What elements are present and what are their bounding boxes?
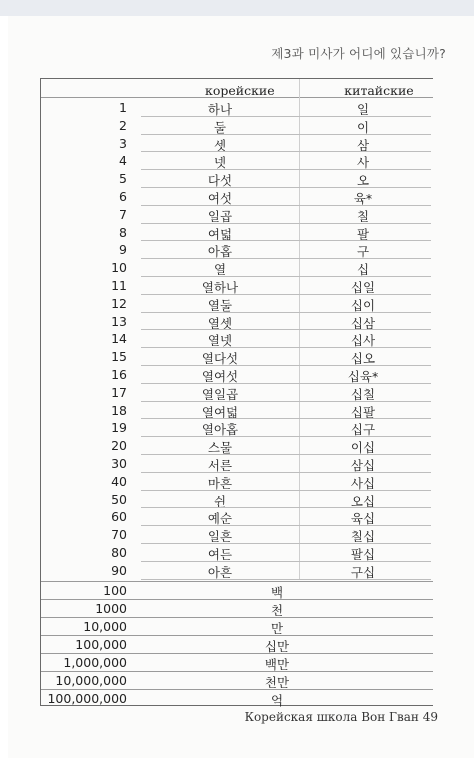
large-numeral: 천	[270, 602, 284, 618]
table-row	[41, 241, 433, 259]
row-number: 15	[111, 349, 127, 365]
table-row	[41, 491, 433, 509]
row-number: 4	[119, 153, 127, 169]
row-number: 3	[119, 135, 127, 151]
page-footer: Корейская школа Вон Гван 49	[244, 710, 438, 724]
table-row	[41, 419, 433, 437]
row-number: 9	[119, 242, 127, 258]
large-numeral: 천만	[264, 674, 290, 690]
large-numeral: 백	[270, 584, 284, 600]
table-row	[41, 188, 433, 206]
table-row	[41, 206, 433, 224]
sino-korean-numeral: 십삼	[350, 315, 376, 331]
row-number: 100	[103, 582, 127, 598]
row-number: 6	[119, 189, 127, 204]
row-number: 1000	[95, 600, 127, 616]
korean-numeral: 열넷	[207, 333, 233, 349]
row-number: 10	[111, 260, 127, 276]
row-number: 10,000	[83, 618, 127, 634]
sino-korean-numeral: 삼십	[350, 458, 376, 473]
row-number: 80	[111, 545, 127, 560]
korean-numeral: 서른	[207, 458, 233, 473]
number-table	[40, 78, 433, 706]
table-row	[41, 544, 433, 562]
sino-korean-numeral: 십	[356, 262, 370, 278]
row-number: 17	[111, 384, 127, 400]
row-number: 2	[119, 117, 127, 133]
table-row	[41, 117, 433, 135]
row-separator	[41, 599, 433, 600]
sino-korean-numeral: 오	[356, 173, 370, 189]
sino-korean-numeral: 사	[356, 155, 370, 171]
korean-numeral: 열셋	[207, 315, 233, 331]
large-numeral: 억	[270, 692, 284, 708]
row-number: 11	[111, 278, 127, 293]
table-row	[41, 366, 433, 384]
row-separator	[41, 689, 433, 690]
korean-numeral: 스물	[207, 440, 233, 456]
sino-korean-numeral: 십이	[350, 297, 376, 313]
korean-numeral: 넷	[213, 155, 227, 171]
row-number: 100,000,000	[47, 690, 127, 706]
row-number: 40	[111, 473, 127, 489]
korean-numeral: 다섯	[207, 173, 233, 189]
row-number: 7	[119, 206, 127, 222]
sino-korean-numeral: 팔십	[350, 547, 376, 562]
korean-numeral: 아흔	[207, 564, 233, 580]
sino-korean-numeral: 이	[356, 119, 370, 135]
korean-numeral: 열일곱	[201, 386, 239, 402]
row-number: 60	[111, 509, 127, 525]
header-separator	[41, 97, 433, 98]
row-number: 8	[119, 224, 127, 240]
sino-korean-numeral: 십사	[350, 333, 376, 349]
sino-korean-numeral: 구십	[350, 564, 376, 580]
table-row	[41, 402, 433, 420]
row-separator	[41, 635, 433, 636]
korean-numeral: 열여덟	[201, 404, 239, 420]
korean-numeral: 여섯	[207, 191, 233, 206]
korean-numeral: 예순	[207, 511, 233, 527]
row-separator	[41, 671, 433, 672]
row-number: 90	[111, 562, 127, 578]
sino-korean-numeral: 십육*	[347, 369, 379, 384]
column-header-korean: корейские	[205, 83, 275, 98]
table-row	[41, 508, 433, 526]
sino-korean-numeral: 삼	[356, 137, 370, 153]
table-row	[41, 437, 433, 455]
korean-numeral: 아홉	[207, 244, 233, 260]
korean-numeral: 둘	[213, 119, 227, 135]
table-row	[41, 170, 433, 188]
row-number: 5	[119, 171, 127, 187]
table-row	[41, 636, 433, 654]
row-number: 1,000,000	[63, 654, 127, 670]
sino-korean-numeral: 팔	[356, 226, 370, 242]
korean-numeral: 열여섯	[201, 369, 239, 384]
table-row	[41, 473, 433, 491]
sino-korean-numeral: 사십	[350, 475, 376, 491]
table-row	[41, 224, 433, 242]
korean-numeral: 쉰	[213, 493, 227, 509]
row-number: 13	[111, 313, 127, 329]
sino-korean-numeral: 일	[356, 102, 370, 117]
table-row	[41, 330, 433, 348]
sino-korean-numeral: 십오	[350, 351, 376, 367]
row-separator	[41, 581, 433, 582]
row-number: 19	[111, 420, 127, 436]
row-number: 16	[111, 367, 127, 382]
row-separator	[141, 579, 431, 580]
korean-numeral: 열아홉	[201, 422, 239, 438]
row-number: 1	[119, 100, 127, 115]
row-number: 20	[111, 438, 127, 454]
korean-numeral: 일곱	[207, 208, 233, 224]
table-row	[41, 672, 433, 690]
sino-korean-numeral: 육*	[353, 191, 373, 206]
table-row	[41, 99, 433, 117]
table-row	[41, 582, 433, 600]
sino-korean-numeral: 육십	[350, 511, 376, 527]
row-number: 100,000	[75, 636, 127, 652]
page-title: 제3과 미사가 어디에 있습니까?	[271, 46, 446, 61]
table-row	[41, 313, 433, 331]
sino-korean-numeral: 이십	[350, 440, 376, 456]
table-row	[41, 152, 433, 170]
row-separator	[41, 617, 433, 618]
korean-numeral: 하나	[207, 102, 233, 117]
row-number: 12	[111, 295, 127, 311]
sino-korean-numeral: 구	[356, 244, 370, 260]
table-row	[41, 455, 433, 473]
column-header-sino: китайские	[344, 83, 414, 98]
viewer-top-bar	[0, 0, 474, 16]
table-row	[41, 384, 433, 402]
table-row	[41, 690, 433, 708]
row-number: 30	[111, 456, 127, 471]
korean-numeral: 열	[213, 262, 227, 278]
korean-numeral: 열다섯	[201, 351, 239, 367]
sino-korean-numeral: 십팔	[350, 404, 376, 420]
korean-numeral: 여든	[207, 547, 233, 562]
row-separator	[41, 653, 433, 654]
korean-numeral: 열하나	[201, 280, 239, 295]
table-row	[41, 348, 433, 366]
row-number: 50	[111, 491, 127, 507]
korean-numeral: 일흔	[207, 529, 233, 545]
korean-numeral: 여덟	[207, 226, 233, 242]
sino-korean-numeral: 십칠	[350, 386, 376, 402]
sino-korean-numeral: 십구	[350, 422, 376, 438]
large-numeral: 만	[270, 620, 284, 636]
table-row	[41, 259, 433, 277]
sino-korean-numeral: 칠십	[350, 529, 376, 545]
korean-numeral: 셋	[213, 137, 227, 153]
row-number: 10,000,000	[55, 672, 127, 688]
korean-numeral: 마흔	[207, 475, 233, 491]
row-number: 18	[111, 402, 127, 418]
table-row	[41, 654, 433, 672]
sino-korean-numeral: 오십	[350, 493, 376, 509]
sino-korean-numeral: 칠	[356, 208, 370, 224]
table-row	[41, 526, 433, 544]
table-row	[41, 277, 433, 295]
row-number: 14	[111, 331, 127, 347]
large-numeral: 십만	[264, 638, 290, 654]
table-row	[41, 618, 433, 636]
table-row	[41, 600, 433, 618]
row-number: 70	[111, 527, 127, 543]
table-row	[41, 295, 433, 313]
large-numeral: 백만	[264, 656, 290, 672]
table-row	[41, 135, 433, 153]
table-row	[41, 562, 433, 580]
korean-numeral: 열둘	[207, 297, 233, 313]
sino-korean-numeral: 십일	[350, 280, 376, 295]
